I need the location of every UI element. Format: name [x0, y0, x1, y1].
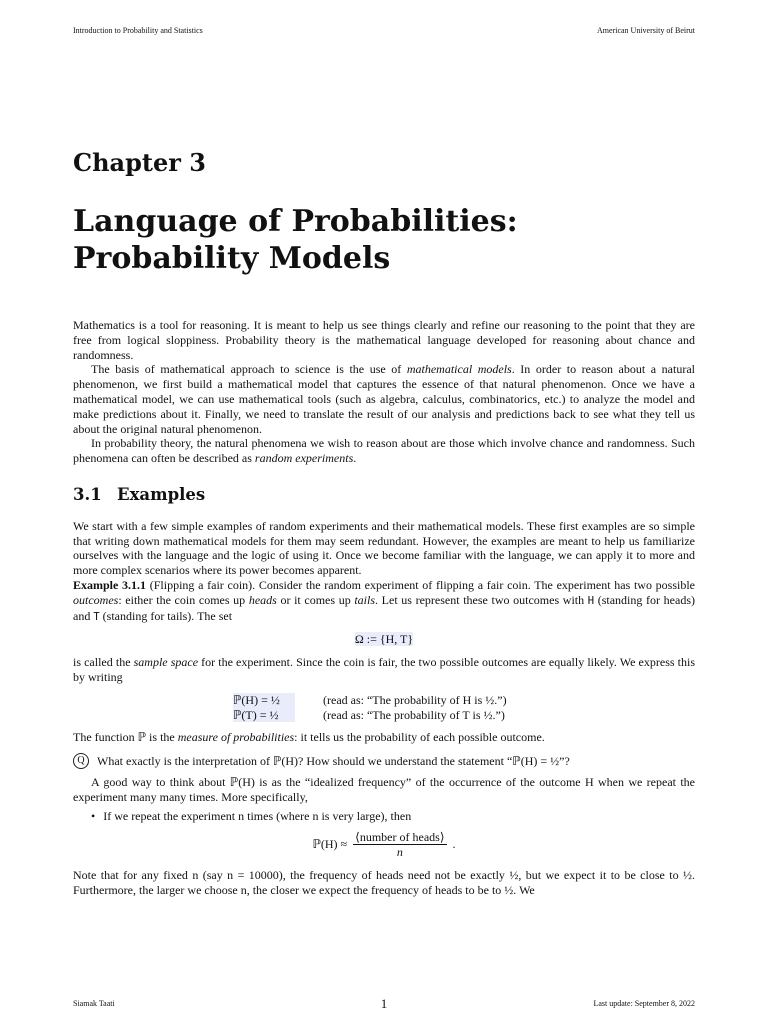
footer-author: Siamak Taati: [73, 999, 115, 1008]
fraction: $\frac{\text{⟨number of heads⟩}}{n}$: [355, 829, 445, 860]
equation-row: ℙ(H) = ½ (read as: “The probability of H is ½.”): [233, 692, 507, 707]
section-heading: 3.1 Examples: [73, 484, 206, 504]
sample-space-equation: Ω := {H, T}: [354, 632, 414, 647]
question-icon: Q: [73, 753, 89, 769]
chapter-title: Language of Probabilities: Probability Models: [73, 204, 518, 276]
example-paragraph: Example 3.1.1 (Flipping a fair coin). Consider the random experiment of flipping a fair coin. The experiment has two possible outcomes: either the coin comes up heads or it comes up tails. Let us represent these two outcomes with H (standing for heads) and T (standing for tails). The set: [73, 577, 695, 623]
running-header-university: American University of Beirut: [597, 26, 695, 35]
body-text: [73, 318, 695, 898]
intro-paragraph-3: In probability theory, the natural phenomena we wish to reason about are those which involve chance and randomness. Such phenomena can often be described as random experiments.: [73, 436, 695, 466]
list-item: • If we repeat the experiment n times (where n is very large), then: [91, 808, 412, 823]
intro-paragraph-1: Mathematics is a tool for reasoning. It is meant to help us see things clearly and refine our reasoning to the point that they are free from logical sloppiness. Probability theory is the mathematical language developed for reasoning about chance and randomness.: [73, 318, 695, 362]
question-text: What exactly is the interpretation of ℙ(H)? How should we understand the statement “ℙ(H) = ½”?: [97, 753, 570, 768]
chapter-label: Chapter 3: [73, 148, 206, 177]
section-paragraph: We start with a few simple examples of random experiments and their mathematical models. These first examples are so simple that writing down mathematical models for them may seem redundant. However, the examples are meant to help us familiarize ourselves with the language and the logic of using it. Once we become familiar with the language, we can apply it to more and more complex scenarios where its power becomes apparent.: [73, 518, 695, 578]
closing-paragraph: Note that for any fixed n (say n = 10000), the frequency of heads need not be exactly ½, but we expect it to be close to ½. Furthermore, the larger we choose n, the closer we expect the frequency of heads to be to ½. We: [73, 868, 695, 897]
intro-paragraph-2: The basis of mathematical approach to science is the use of mathematical models. In order to reason about a natural phenomenon, we first build a mathematical model that captures the essence of that natural phenomenon. Once we have a mathematical model, we can use mathematical tools (such as algebra, calculus, combinatorics, etc.) to analyze the model and make predictions about it. Finally, we need to translate the result of our analysis and predictions back to see what they tell us about the original natural phenomenon.: [73, 362, 695, 436]
approximation-equation: ℙ(H) ≈ $\frac{\text{⟨number of heads⟩}}{n}$ .: [312, 829, 456, 860]
probability-equations: [233, 693, 695, 723]
example-label: Example 3.1.1: [73, 577, 147, 592]
footer-last-update: Last update: September 8, 2022: [593, 999, 695, 1008]
running-header-course: Introduction to Probability and Statistics: [73, 26, 203, 35]
equation-row: ℙ(T) = ½ (read as: “The probability of T is ½.”): [233, 707, 505, 722]
answer-paragraph: A good way to think about ℙ(H) is as the “idealized frequency” of the occurrence of the outcome H when we repeat the experiment many many times. More specifically,: [73, 775, 695, 804]
measure-paragraph: The function ℙ is the measure of probabilities: it tells us the probability of each possible outcome.: [73, 730, 545, 745]
sample-space-paragraph: is called the sample space for the experiment. Since the coin is fair, the two possible outcomes are equally likely. We express this by writing: [73, 655, 695, 684]
page-number: 1: [380, 996, 388, 1011]
bullet-icon: •: [91, 808, 96, 823]
question-block: [73, 753, 695, 769]
